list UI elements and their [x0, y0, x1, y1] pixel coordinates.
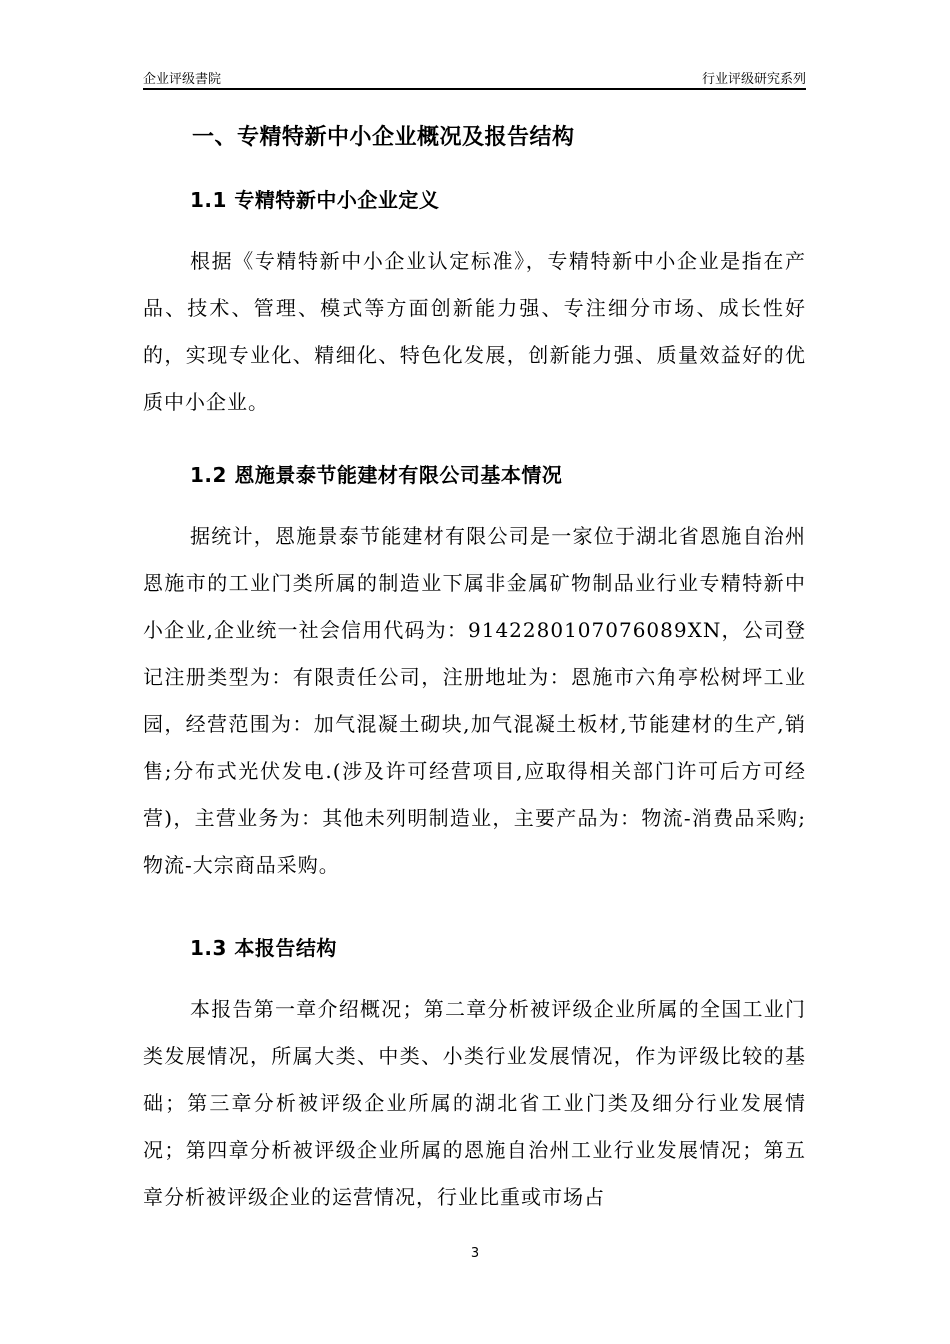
chapter-title: 一、专精特新中小企业概况及报告结构	[192, 125, 575, 150]
section-heading-1-1: 1.1 专精特新中小企业定义	[190, 188, 440, 212]
header-divider	[143, 88, 806, 90]
paragraph-definition: 根据《专精特新中小企业认定标准》，专精特新中小企业是指在产品、技术、管理、模式等方面创新能力强、专注细分市场、成长性好的，实现专业化、精细化、特色化发展，创新能力强、质量效益好的优质中小企业。	[143, 249, 806, 414]
paragraph-report-structure: 本报告第一章介绍概况；第二章分析被评级企业所属的全国工业门类发展情况，所属大类、中类、小类行业发展情况，作为评级比较的基础；第三章分析被评级企业所属的湖北省工业门类及细分行业发展情况；第四章分析被评级企业所属的恩施自治州工业行业发展情况；第五章分析被评级企业的运营情况，行业比重或市场占	[143, 997, 806, 1209]
header-left-text: 企业评级書院	[143, 72, 222, 87]
section-heading-1-2: 1.2 恩施景泰节能建材有限公司基本情况	[190, 463, 563, 487]
page-header	[143, 68, 806, 88]
section-heading-1-3: 1.3 本报告结构	[190, 936, 337, 960]
page-number: 3	[470, 1246, 480, 1261]
paragraph-company-info: 据统计，恩施景泰节能建材有限公司是一家位于湖北省恩施自治州恩施市的工业门类所属的制造业下属非金属矿物制品业行业专精特新中小企业,企业统一社会信用代码为：9142280107076089XN，公司登记注册类型为：有限责任公司，注册地址为：恩施市六角亭松树坪工业园，经营范围为：加气混凝土砌块,加气混凝土板材,节能建材的生产,销售;分布式光伏发电.(涉及许可经营项目,应取得相关部门许可后方可经营)，主营业务为：其他未列明制造业，主要产品为：物流-消费品采购;物流-大宗商品采购。	[143, 524, 806, 877]
header-right-text: 行业评级研究系列	[701, 72, 806, 87]
